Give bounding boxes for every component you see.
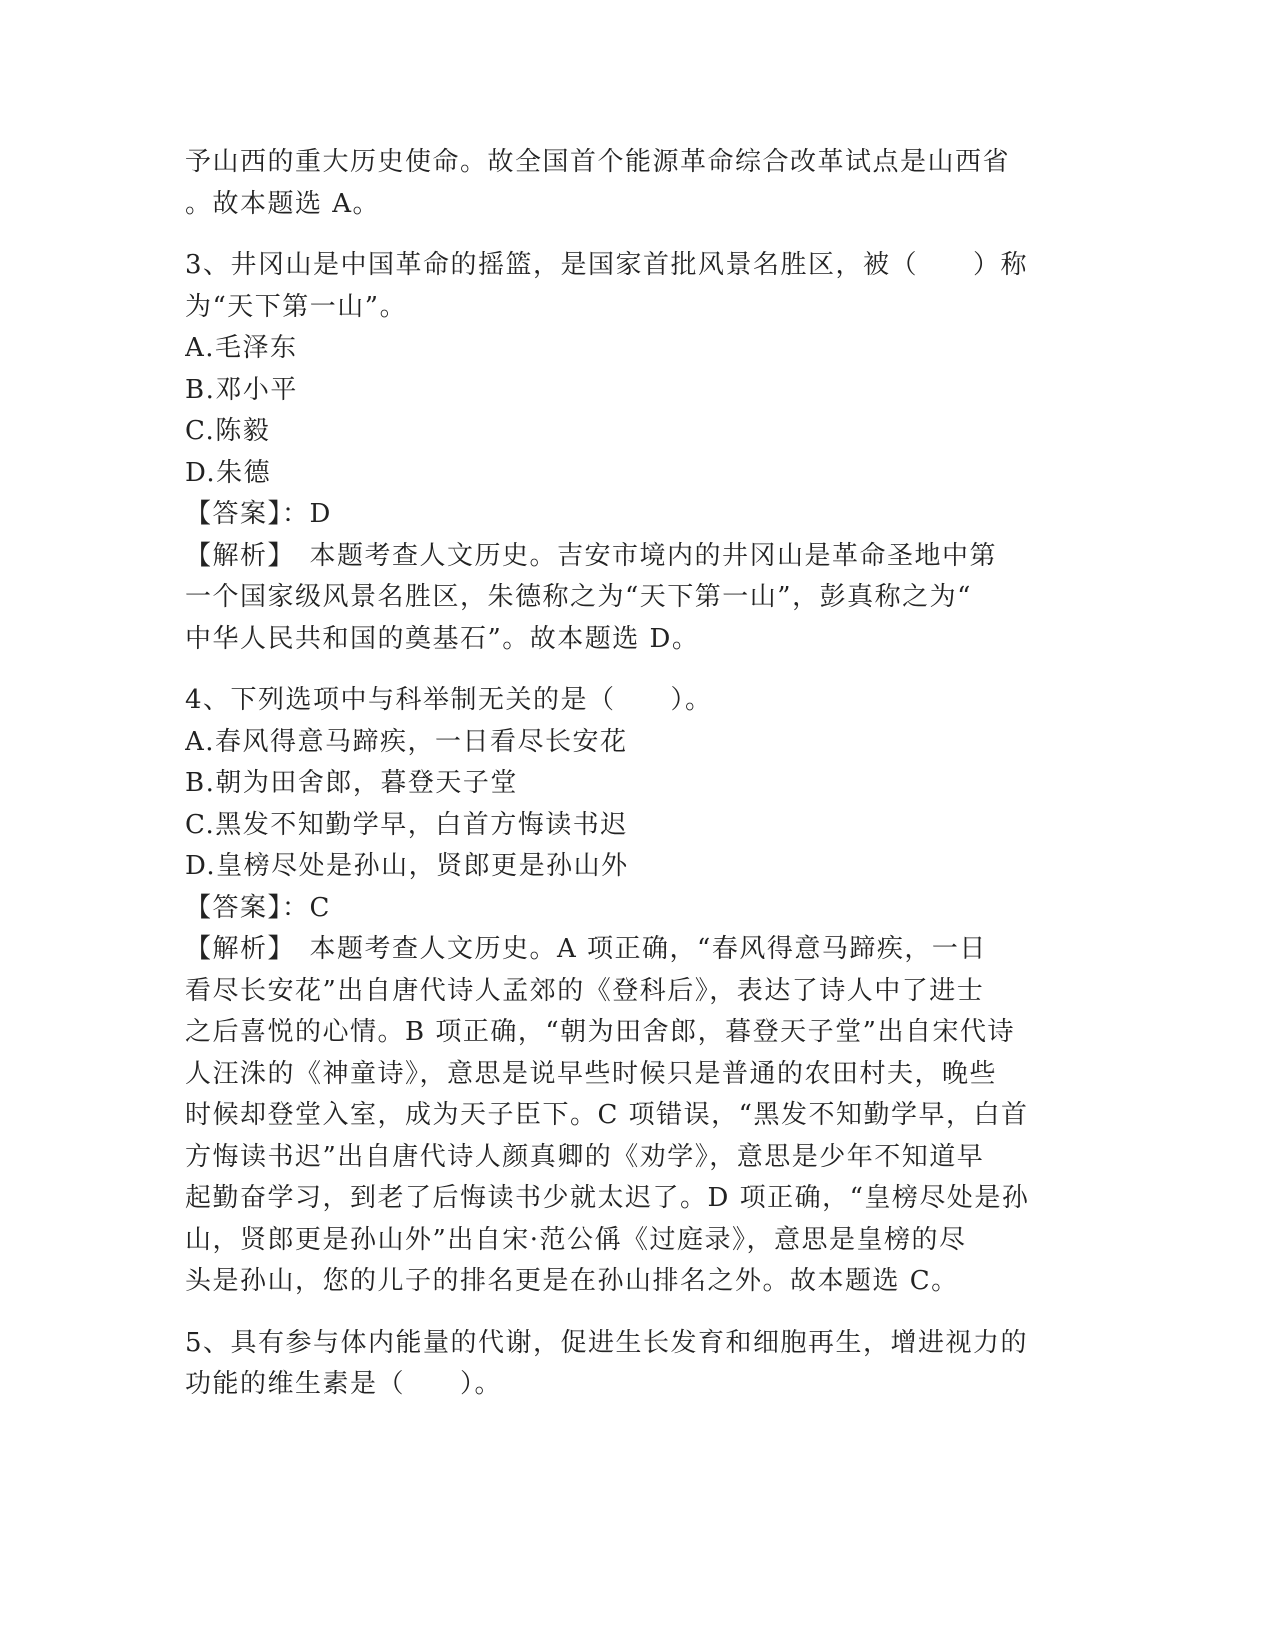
option-b: B.邓小平 [185,374,298,405]
document-body [185,142,1075,1406]
option-a: A.春风得意马蹄疾，一日看尽长安花 [185,726,628,757]
option-c: C.黑发不知勤学早，白首方悔读书迟 [185,809,628,840]
question-text: 4、下列选项中与科举制无关的是（ ）。 [185,685,713,715]
answer-line: 【答案】：D [185,499,332,529]
analysis-text: 之后喜悦的心情。B 项正确，“朝为田舍郎，暮登天子堂”出自宋代诗 [185,1017,1015,1047]
option-d: D.朱德 [185,457,272,488]
analysis-text: 【解析】 本题考查人文历史。A 项正确，“春风得意马蹄疾，一日 [185,934,987,964]
answer-line: 【答案】：C [185,892,331,923]
text-line: 予山西的重大历史使命。故全国首个能源革命综合改革试点是山西省 [185,147,1011,177]
option-c: C.陈毅 [185,416,271,446]
analysis-text: 起勤奋学习，到老了后悔读书少就太迟了。D 项正确，“皇榜尽处是孙 [185,1183,1030,1213]
analysis-text: 【解析】 本题考查人文历史。吉安市境内的井冈山是革命圣地中第 [185,540,998,571]
analysis-text: 中华人民共和国的奠基石”。故本题选 D。 [185,623,700,654]
question-4 [185,680,1075,1303]
analysis-text: 方悔读书迟”出自唐代诗人颜真卿的《劝学》，意思是少年不知道早 [185,1141,985,1172]
question-text: 功能的维生素是（ ）。 [185,1369,503,1399]
question-text: 为“天下第一山”。 [185,291,408,322]
question-text: 5、具有参与体内能量的代谢，促进生长发育和细胞再生，增进视力的 [185,1327,1029,1358]
option-b: B.朝为田舍郎，暮登天子堂 [185,768,518,798]
intro-paragraph [185,142,1075,225]
analysis-text: 山，贤郎更是孙山外”出自宋·范公偁《过庭录》，意思是皇榜的尽 [185,1224,967,1255]
question-5 [185,1323,1075,1406]
option-a: A.毛泽东 [185,333,298,363]
option-d: D.皇榜尽处是孙山，贤郎更是孙山外 [185,851,629,881]
text-line: 。故本题选 A。 [185,188,381,219]
question-3 [185,245,1075,660]
analysis-text: 时候却登堂入室，成为天子臣下。C 项错误，“黑发不知勤学早，白首 [185,1100,1029,1130]
analysis-text: 头是孙山，您的儿子的排名更是在孙山排名之外。故本题选 C。 [185,1266,959,1296]
analysis-text: 看尽长安花”出自唐代诗人孟郊的《登科后》，表达了诗人中了进士 [185,975,985,1006]
question-text: 3、井冈山是中国革命的摇篮，是国家首批风景名胜区，被（ ）称 [185,250,1029,280]
analysis-text: 人汪洙的《神童诗》，意思是说早些时候只是普通的农田村夫，晚些 [185,1058,998,1089]
analysis-text: 一个国家级风景名胜区，朱德称之为“天下第一山”，彭真称之为“ [185,582,972,612]
